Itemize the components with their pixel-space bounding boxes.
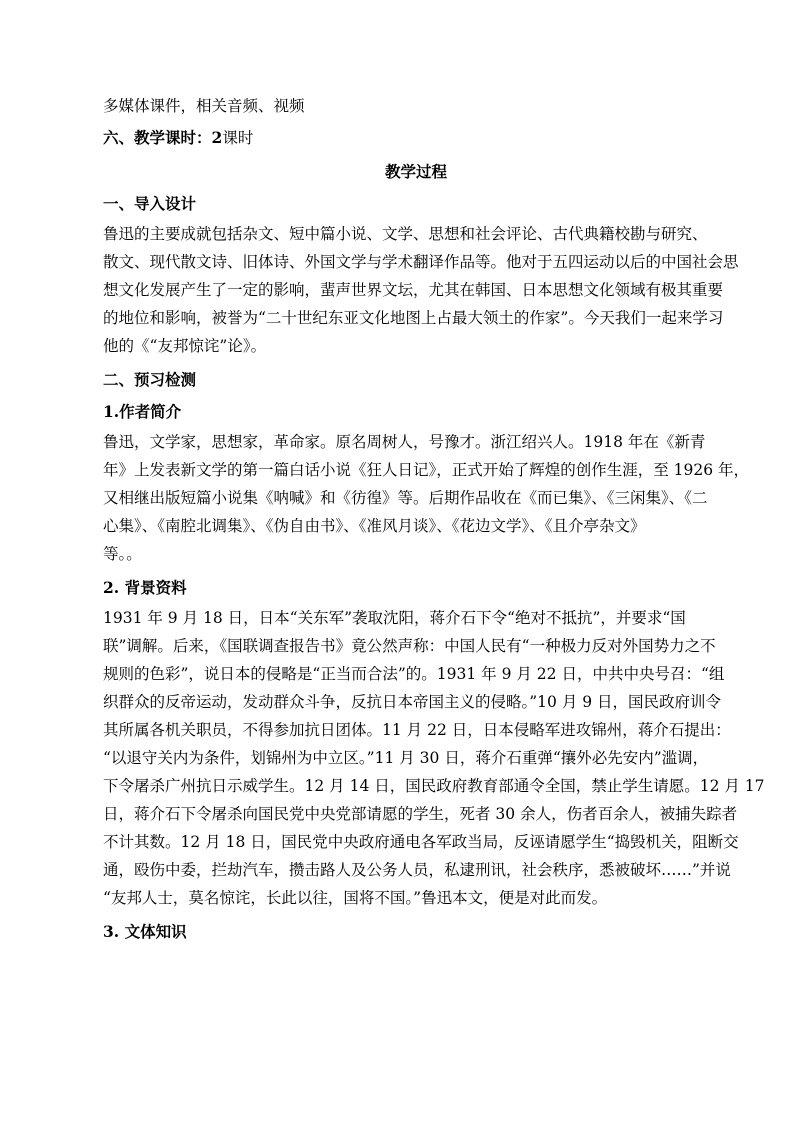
paragraph-line: 不计其数。12 月 18 日，国民党中央政府通电各军政当局，反诬请愿学生“捣毁机关，阻断交 bbox=[103, 833, 739, 851]
paragraph-line: 联”调解。后来，《国联调查报告书》竟公然声称：中国人民有“一种极力反对外国势力之不 bbox=[103, 637, 716, 655]
paragraph-line: 规则的色彩”，说日本的侵略是“正当而合法”的。1931 年 9 月 22 日，中共中央号召：“组 bbox=[103, 665, 725, 683]
paragraph-line: 下令屠杀广州抗日示威学生。12 月 14 日，国民政府教育部通令全国，禁止学生请愿。12 月 17 bbox=[103, 777, 765, 795]
paragraph-line: “以退守关内为条件，划锦州为中立区。”11 月 30 日，蒋介石重弹“攘外必先安内”滥调， bbox=[103, 749, 709, 767]
paragraph-line: 等。。 bbox=[103, 545, 142, 563]
section-intro-paragraph bbox=[103, 220, 739, 360]
paragraph-line: 想文化发展产生了一定的影响，蜚声世界文坛，尤其在韩国、日本思想文化领域有极其重要 bbox=[103, 281, 724, 299]
paragraph-line: 他的《“友邦惊诧”论》。 bbox=[103, 337, 267, 355]
paragraph-line: 散文、现代散文诗、旧体诗、外国文学与学术翻译作品等。他对于五四运动以后的中国社会思 bbox=[103, 253, 739, 271]
author-intro-paragraph bbox=[103, 428, 750, 568]
paragraph-line: 通，殴伤中委，拦劫汽车，攒击路人及公务人员，私逮刑讯，社会秩序，悉被破坏……”并说 bbox=[103, 861, 731, 879]
process-title: 教学过程 bbox=[384, 162, 447, 181]
class-hours-label: 六、教学课时： bbox=[103, 128, 212, 147]
paragraph-line: 的地位和影响，被誉为“二十世纪东亚文化地图上占最大领土的作家”。今天我们一起来学习 bbox=[103, 309, 724, 327]
document-body bbox=[103, 94, 765, 944]
section-intro-heading: 一、导入设计 bbox=[103, 194, 197, 213]
author-intro-heading: 1.作者简介 bbox=[103, 402, 182, 421]
class-hours-value: 2 bbox=[211, 128, 223, 147]
genre-knowledge-heading: 3. 文体知识 bbox=[103, 922, 187, 941]
class-hours-unit: 课时 bbox=[222, 129, 254, 147]
background-heading: 2. 背景资料 bbox=[103, 578, 187, 597]
paragraph-line: 年》上发表新文学的第一篇白话小说《狂人日记》，正式开始了辉煌的创作生涯，至 1926 年， bbox=[103, 461, 750, 479]
paragraph-line: 其所属各机关职员，不得参加抗日团体。11 月 22 日，日本侵略军进攻锦州，蒋介石提出： bbox=[103, 721, 731, 739]
background-paragraph bbox=[103, 604, 765, 912]
paragraph-line: 又相继出版短篇小说集《呐喊》和《彷徨》等。后期作品收在《而已集》、《三闲集》、《二 bbox=[103, 489, 708, 507]
paragraph-line: 鲁迅的主要成就包括杂文、短中篇小说、文学、思想和社会评论、古代典籍校勘与研究、 bbox=[103, 225, 708, 243]
class-hours-line bbox=[103, 126, 729, 150]
paragraph-line: 鲁迅，文学家，思想家，革命家。原名周树人，号豫才。浙江绍兴人。1918 年在《新青 bbox=[103, 433, 706, 451]
paragraph-line: 1931 年 9 月 18 日，日本“关东军”袭取沈阳，蒋介石下令“绝对不抵抗”，并要求“国 bbox=[103, 609, 686, 627]
materials-line: 多媒体课件，相关音频、视频 bbox=[103, 97, 305, 115]
paragraph-line: 心集》、《南腔北调集》、《伪自由书》、《准风月谈》、《花边文学》、《且介亭杂文》 bbox=[103, 517, 646, 535]
paragraph-line: “友邦人士，莫名惊诧，长此以往，国将不国。”鲁迅本文，便是对此而发。 bbox=[103, 889, 608, 907]
paragraph-line: 织群众的反帝运动，发动群众斗争，反抗日本帝国主义的侵略。”10 月 9 日，国民政府训令 bbox=[103, 693, 722, 711]
paragraph-line: 日，蒋介石下令屠杀向国民党中央党部请愿的学生，死者 30 余人，伤者百余人，被捕失踪者 bbox=[103, 805, 738, 823]
section-preview-heading: 二、预习检测 bbox=[103, 370, 197, 389]
